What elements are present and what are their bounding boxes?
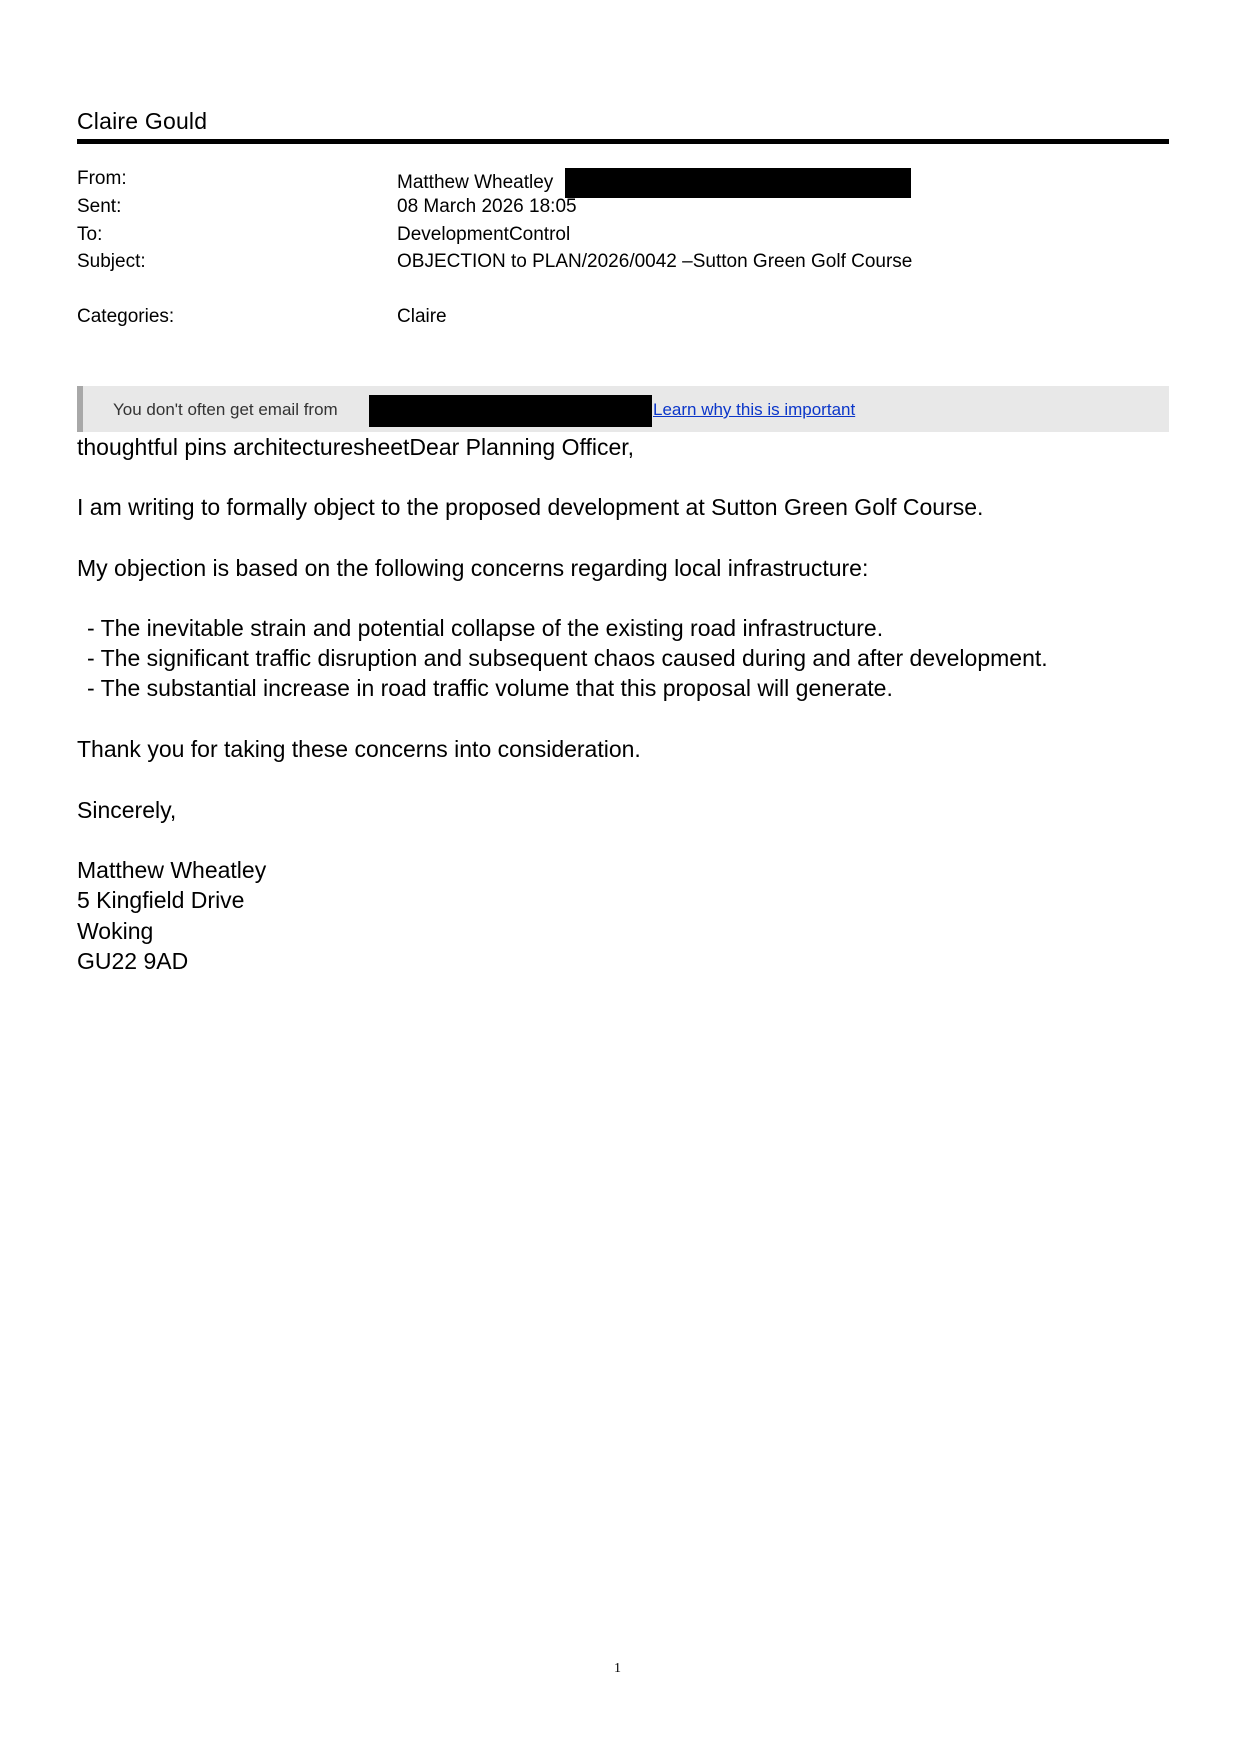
- external-sender-warning-banner: [77, 386, 1169, 432]
- categories-value: Claire: [397, 306, 447, 327]
- warning-text: You don't often get email from: [113, 400, 338, 419]
- intro-paragraph: I am writing to formally object to the proposed development at Sutton Green Golf Course.: [77, 494, 984, 520]
- signature-name: Matthew Wheatley: [77, 857, 267, 883]
- redacted-email-address: [369, 395, 652, 427]
- to-label: To:: [77, 224, 103, 245]
- sender-name: Matthew Wheatley: [397, 172, 554, 194]
- signature-town: Woking: [77, 918, 154, 944]
- concern-item: - The inevitable strain and potential collapse of the existing road infrastructure.: [87, 615, 884, 641]
- signature-postcode: GU22 9AD: [77, 948, 189, 974]
- concern-item: - The significant traffic disruption and subsequent chaos caused during and after development.: [87, 645, 1048, 671]
- to-value: DevelopmentControl: [397, 224, 571, 245]
- header-divider: [77, 139, 1169, 144]
- mailbox-owner-name: Claire Gould: [77, 108, 208, 134]
- signoff: Sincerely,: [77, 797, 177, 823]
- sent-label: Sent:: [77, 196, 122, 217]
- signature-street: 5 Kingfield Drive: [77, 887, 245, 913]
- objection-paragraph: My objection is based on the following concerns regarding local infrastructure:: [77, 555, 869, 581]
- sent-value: 08 March 2026 18:05: [397, 196, 577, 217]
- page-number: 1: [614, 1661, 621, 1676]
- learn-why-link[interactable]: Learn why this is important: [653, 400, 856, 419]
- subject-label: Subject:: [77, 251, 146, 272]
- redacted-sender-address: [565, 168, 911, 198]
- from-value: [397, 168, 911, 198]
- concern-item: - The substantial increase in road traffic volume that this proposal will generate.: [87, 675, 893, 701]
- subject-value: OBJECTION to PLAN/2026/0042 –Sutton Green Golf Course: [397, 251, 913, 272]
- salutation-line: thoughtful pins architecturesheetDear Planning Officer,: [77, 434, 635, 460]
- categories-label: Categories:: [77, 306, 175, 327]
- thanks-paragraph: Thank you for taking these concerns into consideration.: [77, 736, 641, 762]
- from-label: From:: [77, 168, 127, 189]
